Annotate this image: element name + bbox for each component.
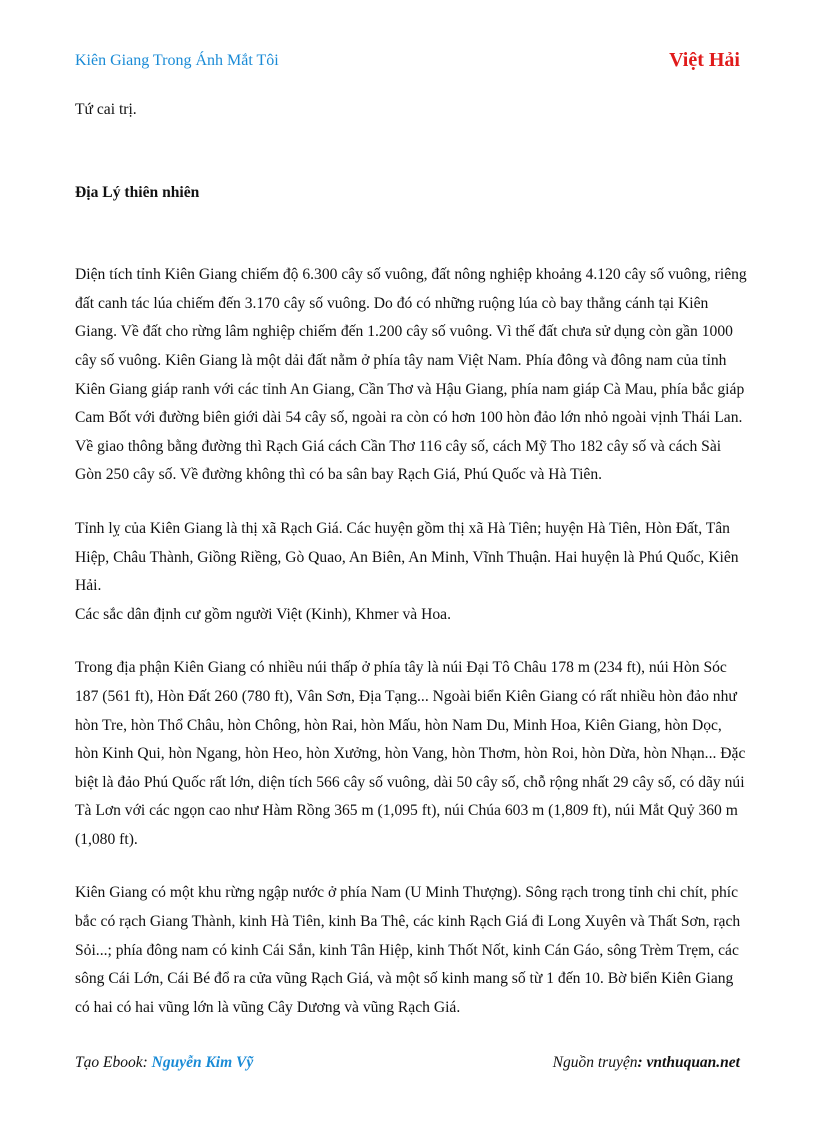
footer-source-site[interactable]: vnthuquan.net xyxy=(646,1054,740,1071)
footer-source-separator: : xyxy=(637,1054,647,1071)
page-body xyxy=(75,96,747,1022)
footer-ebook-label: Tạo Ebook xyxy=(75,1054,143,1071)
section-heading: Địa Lý thiên nhiên xyxy=(75,183,200,201)
paragraph-districts: Tỉnh lỵ của Kiên Giang là thị xã Rạch Giá. Các huyện gồm thị xã Hà Tiên; huyện Hà Tiên, Hòn Đất, Tân Hiệp, Châu Thành, Giồng Riềng, Gò Quao, An Biên, An Minh, Vĩnh Thuận. Hai huyện là Phú Quốc, Kiên Hải. xyxy=(75,519,739,595)
footer-ebook-credit xyxy=(75,1054,253,1072)
footer-ebook-name: Nguyễn Kim Vỹ xyxy=(151,1054,254,1071)
paragraph-mountains-islands: Trong địa phận Kiên Giang có nhiều núi thấp ở phía tây là núi Đại Tô Châu 178 m (234 ft), núi Hòn Sóc 187 (561 ft), Hòn Đất 260 (780 ft), Vân Sơn, Địa Tạng... Ngoài biển Kiên Giang có rất nhiều hòn đảo như hòn Tre, hòn Thổ Châu, hòn Chông, hòn Rai, hòn Mấu, hòn Nam Du, Minh Hoa, Kiên Giang, hòn Dọc, hòn Kinh Qui, hòn Ngang, hòn Heo, hòn Xưởng, hòn Vang, hòn Thơm, hòn Roi, hòn Dừa, hòn Nhạn... Đặc biệt là đảo Phú Quốc rất lớn, diện tích 566 cây số vuông, dài 50 cây số, chỗ rộng nhất 29 cây số, có dãy núi Tà Lơn với các ngọn cao như Hàm Rồng 365 m (1,095 ft), núi Chúa 603 m (1,809 ft), núi Mắt Quỷ 360 m (1,080 ft). xyxy=(75,659,746,848)
running-header-author: Việt Hải xyxy=(669,49,740,71)
footer-ebook-separator: : xyxy=(142,1054,152,1071)
paragraph-ethnic-groups: Các sắc dân định cư gồm người Việt (Kinh), Khmer và Hoa. xyxy=(75,605,451,623)
paragraph-forests-rivers: Kiên Giang có một khu rừng ngập nước ở phía Nam (U Minh Thượng). Sông rạch trong tỉnh chi chít, phíc bắc có rạch Giang Thành, kinh Hà Tiên, kinh Ba Thê, các kinh Rạch Giá đi Long Xuyên và Thất Sơn, rạch Sỏi...; phía đông nam có kinh Cái Sắn, kinh Tân Hiệp, kinh Thốt Nốt, kinh Cán Gáo, sông Trèm Trẹm, các sông Cái Lớn, Cái Bé đổ ra cửa vũng Rạch Giá, và một số kinh mang số từ 1 đến 10. Bờ biển Kiên Giang có hai có hai vũng lớn là vũng Cây Dương và vũng Rạch Giá. xyxy=(75,884,741,1016)
paragraph-area: Diện tích tỉnh Kiên Giang chiếm độ 6.300 cây số vuông, đất nông nghiệp khoảng 4.120 cây số vuông, riêng đất canh tác lúa chiếm đến 3.170 cây số vuông. Do đó có những ruộng lúa cò bay thẳng cánh tại Kiên Giang. Về đất cho rừng lâm nghiệp chiếm đến 1.200 cây số vuông. Vì thế đất chưa sử dụng còn gần 1000 cây số vuông. Kiên Giang là một dải đất nằm ở phía tây nam Việt Nam. Phía đông và đông nam của tỉnh Kiên Giang giáp ranh với các tỉnh An Giang, Cần Thơ và Hậu Giang, phía nam giáp Cà Mau, phía bắc giáp Cam Bốt với đường biên giới dài 54 cây số, ngoài ra còn có hơn 100 hòn đảo lớn nhỏ ngoài vịnh Thái Lan. Về giao thông bằng đường thì Rạch Giá cách Cần Thơ 116 cây số, cách Mỹ Tho 182 cây số và cách Sài Gòn 250 cây số. Về đường không thì có ba sân bay Rạch Giá, Phú Quốc và Hà Tiên. xyxy=(75,266,747,484)
running-header-book-title: Kiên Giang Trong Ánh Mắt Tôi xyxy=(75,52,279,69)
paragraph-continuation: Tứ cai trị. xyxy=(75,101,137,118)
footer-source-credit xyxy=(553,1054,740,1072)
footer-source-label: Nguồn truyện xyxy=(552,1054,638,1071)
